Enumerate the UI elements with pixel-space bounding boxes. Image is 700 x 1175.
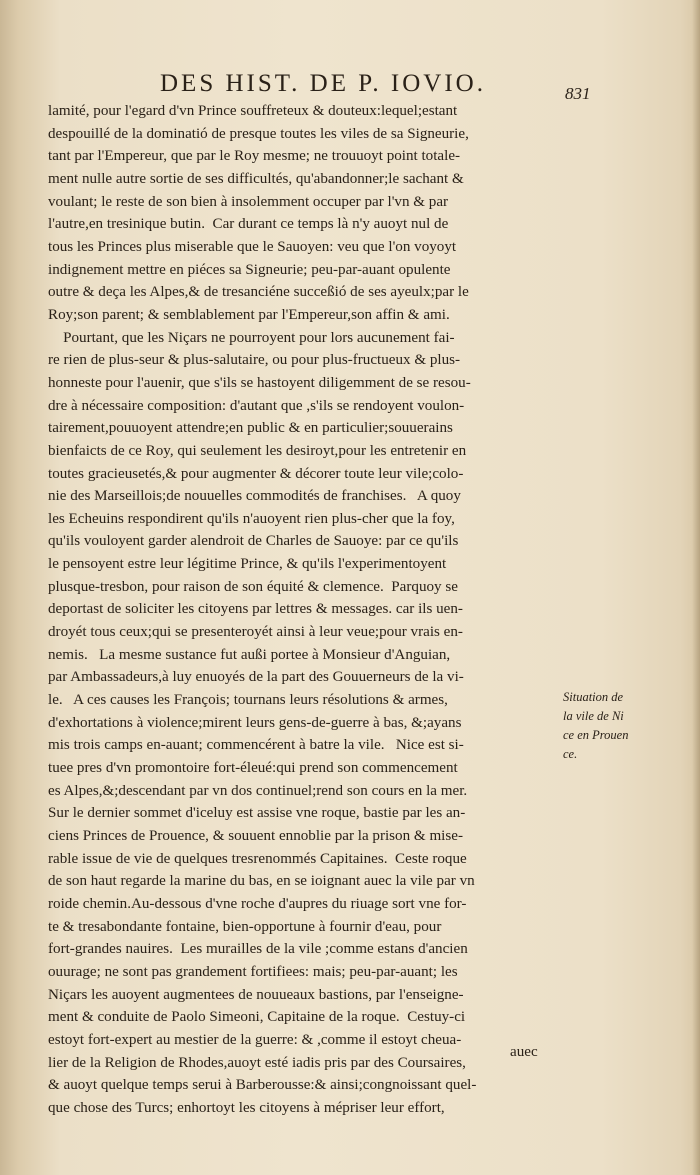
text-line: es Alpes,&;descendant par vn dos continuel;rend son cours en la mer. (48, 782, 468, 799)
text-line: ouurage; ne sont pas grandement fortifiees: mais; peu-par-auant; les (48, 963, 458, 980)
text-line: tairement,pouuoyent attendre;en public & en particulier;souuerains (48, 420, 453, 437)
text-line: & auoyt quelque temps serui à Barberousse:& ainsi;congnoissant quel- (48, 1077, 477, 1094)
body-text (48, 100, 558, 1120)
text-line: toutes gracieusetés,& pour augmenter & décorer toute leur vile;colo- (48, 465, 464, 482)
text-line: l'autre,en tresinique butin. Car durant ce temps là n'y auoyt nul de (48, 216, 449, 233)
text-line: estoyt fort-expert au mestier de la guerre: & ,comme il estoyt cheua- (48, 1031, 462, 1048)
text-line: le. A ces causes les François; tournans leurs résolutions & armes, (48, 692, 448, 709)
margin-note (563, 688, 693, 764)
text-line: nie des Marseillois;de nouuelles commodités de franchises. A quoy (48, 488, 461, 505)
text-line: Niçars les auoyent augmentees de nouueaux bastions, par l'enseigne- (48, 986, 464, 1003)
page-edge-shadow (692, 0, 700, 1175)
text-line: re rien de plus-seur & plus-salutaire, ou pour plus-fructueux & plus- (48, 352, 461, 369)
running-title: DES HIST. DE P. IOVIO. (160, 70, 486, 97)
text-line: bienfaicts de ce Roy, qui seulement les desiroyt,pour les entretenir en (48, 442, 467, 459)
text-line: les Echeuins respondirent qu'ils n'auoyent rien plus-cher que la foy, (48, 510, 455, 527)
margin-note-line: la vile de Ni (563, 709, 624, 723)
text-line: droyét tous ceux;qui se presenteroyét ainsi à leur veue;pour vrais en- (48, 624, 463, 641)
text-line: roide chemin.Au-dessous d'vne roche d'aupres du riuage sort vne for- (48, 895, 467, 912)
text-line: que chose des Turcs; enhortoyt les citoyens à mépriser leur effort, (48, 1099, 445, 1116)
catchword: auec (510, 1044, 538, 1060)
text-line: mis trois camps en-auant; commencérent à batre la vile. Nice est si- (48, 737, 464, 754)
text-line: lier de la Religion de Rhodes,auoyt esté iadis pris par des Coursaires, (48, 1054, 466, 1071)
text-line: nemis. La mesme sustance fut außi portee à Monsieur d'Anguian, (48, 646, 451, 663)
text-line: tous les Princes plus miserable que le Sauoyen: veu que l'on voyoyt (48, 238, 457, 255)
text-line: voulant; le reste de son bien à insolemment occuper par l'vn & par (48, 193, 449, 210)
text-line: despouillé de la dominatió de presque toutes les viles de sa Signeurie, (48, 125, 469, 142)
text-line: d'exhortations à violence;mirent leurs gens-de-guerre à bas, &;ayans (48, 714, 462, 731)
margin-note-line: Situation de (563, 690, 624, 704)
text-line: outre & deça les Alpes,& de tresanciéne succeßió de ses ayeulx;par le (48, 284, 469, 301)
margin-note-line: ce en Prouen (563, 728, 629, 742)
text-line: deportast de soliciter les citoyens par lettres & messages. car ils uen- (48, 601, 463, 618)
page-number: 831 (565, 84, 591, 103)
text-line: ment & conduite de Paolo Simeoni, Capitaine de la roque. Cestuy-ci (48, 1009, 466, 1026)
text-line: qu'ils vouloyent garder alendroit de Charles de Sauoye: par ce qu'ils (48, 533, 459, 550)
text-line: Pourtant, que les Niçars ne pourroyent pour lors aucunement fai- (48, 329, 455, 346)
text-line: plusque-tresbon, pour raison de son équité & clemence. Parquoy se (48, 578, 458, 595)
margin-note-line: ce. (563, 747, 578, 761)
text-line: tant par l'Empereur, que par le Roy mesme; ne trouuoyt point totale- (48, 148, 461, 165)
text-line: de son haut regarde la marine du bas, en se ioignant auec la vile par vn (48, 873, 475, 890)
text-line: fort-grandes nauires. Les murailles de la vile ;comme estans d'ancien (48, 941, 468, 958)
text-line: par Ambassadeurs,à luy enuoyés de la part des Gouuerneurs de la vi- (48, 669, 464, 686)
text-line: honneste pour l'auenir, que s'ils se hastoyent diligemment de se resou- (48, 374, 471, 391)
text-line: lamité, pour l'egard d'vn Prince souffreteux & douteux:lequel;estant (48, 103, 458, 119)
text-line: te & tresabondante fontaine, bien-opportune à fournir d'eau, pour (48, 918, 442, 935)
text-line: ment nulle autre sortie de ses difficultés, qu'abandonner;le sachant & (48, 170, 464, 187)
text-line: ciens Princes de Prouence, & souuent ennoblie par la prison & mise- (48, 828, 463, 844)
text-line: Sur le dernier sommet d'iceluy est assise vne roque, bastie par les an- (48, 805, 466, 822)
text-line: dre à nécessaire composition: d'autant que ,s'ils se rendoyent voulon- (48, 397, 465, 414)
text-line: rable issue de vie de quelques tresrenommés Capitaines. Ceste roque (48, 850, 467, 867)
text-line: Roy;son parent; & semblablement par l'Empereur,son affin & ami. (48, 306, 450, 323)
text-line: tuee pres d'vn promontoire fort-éleué:qui prend son commencement (48, 760, 458, 777)
text-line: le pensoyent estre leur légitime Prince, & qu'ils l'experimentoyent (48, 556, 447, 573)
text-line: indignement mettre en piéces sa Signeurie; peu-par-auant opulente (48, 261, 451, 278)
